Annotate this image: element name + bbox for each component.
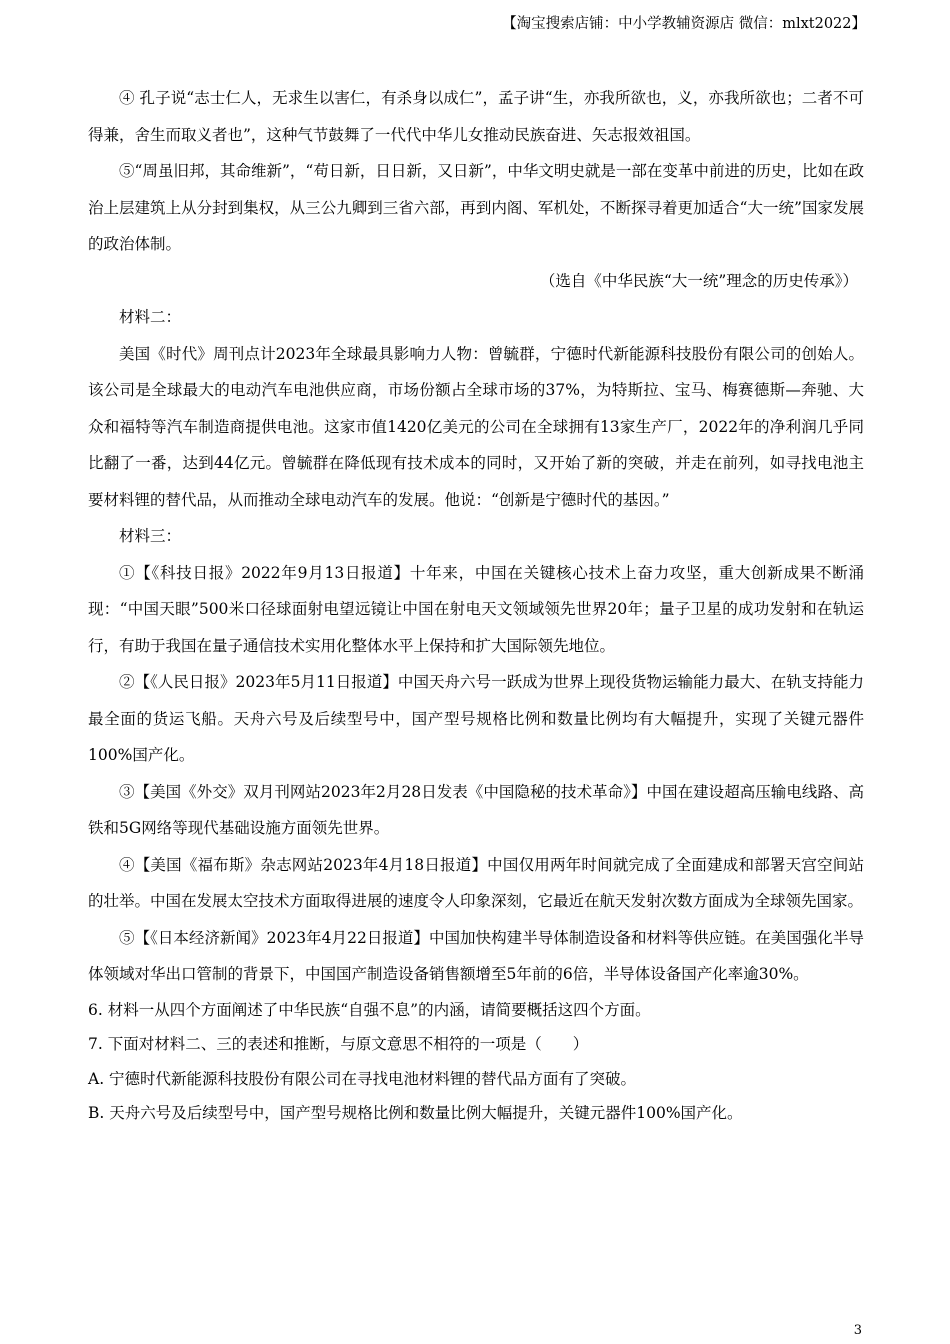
material2-label: 材料二： <box>119 308 182 326</box>
material1-source: （选自《中华民族“大一统”理念的历史传承》） <box>539 271 858 290</box>
material3-label: 材料三： <box>119 527 182 545</box>
material3-item: ②【《人民日报》2023年5月11日报道】中国天舟六号一跃成为世界上现役货物运输能力最大、在轨支持能力最全面的货运飞船。天舟六号及后续型号中，国产型号规格比例和数量比例均有大幅提升，实现了关键元器件100%国产化。 <box>88 673 864 764</box>
material1-paragraph-4: ④ 孔子说“志士仁人，无求生以害仁，有杀身以成仁”，孟子讲“生，亦我所欲也，义，亦我所欲也；二者不可得兼，舍生而取义者也”，这种气节鼓舞了一代代中华儿女推动民族奋进、矢志报效祖国。 <box>88 89 864 144</box>
question-7: 7. 下面对材料二、三的表述和推断，与原文意思不相符的一项是（ ） <box>88 1035 589 1053</box>
material1-paragraph-5: ⑤“周虽旧邦，其命维新”，“苟日新，日日新，又日新”，中华文明史就是一部在变革中前进的历史，比如在政治上层建筑上从分封到集权，从三公九卿到三省六部，再到内阁、军机处，不断探寻着更加适合“大一统”国家发展的政治体制。 <box>88 162 864 253</box>
question-6: 6. 材料一从四个方面阐述了中华民族“自强不息”的内涵，请简要概括这四个方面。 <box>88 1000 651 1019</box>
material3-item: ③【美国《外交》双月刊网站2023年2月28日发表《中国隐秘的技术革命》】中国在建设超高压输电线路、高铁和5G网络等现代基础设施方面领先世界。 <box>88 782 864 837</box>
material3-item: ④【美国《福布斯》杂志网站2023年4月18日报道】中国仅用两年时间就完成了全面建成和部署天宫空间站的壮举。中国在发展太空技术方面取得进展的速度令人印象深刻，它最近在航天发射次数方面成为全球领先国家。 <box>88 855 864 910</box>
material3-item: ①【《科技日报》2022年9月13日报道】十年来，中国在关键核心技术上奋力攻坚，重大创新成果不断涌现：“中国天眼”500米口径球面射电望远镜让中国在射电天文领域领先世界20年；量子卫星的成功发射和在轨运行，有助于我国在量子通信技术实用化整体水平上保持和扩大国际领先地位。 <box>88 563 864 655</box>
page-header: 【淘宝搜索店铺：中小学教辅资源店 微信：mlxt2022】 <box>502 16 866 32</box>
material3-item: ⑤【《日本经济新闻》2023年4月22日报道】中国加快构建半导体制造设备和材料等供应链。在美国强化半导体领域对华出口管制的背景下，中国国产制造设备销售额增至5年前的6倍，半导体设备国产化率逾30%。 <box>88 928 864 983</box>
material2-text: 美国《时代》周刊点计2023年全球最具影响力人物：曾毓群，宁德时代新能源科技股份有限公司的创始人。该公司是全球最大的电动汽车电池供应商，市场份额占全球市场的37%，为特斯拉、宝马、梅赛德斯—奔驰、大众和福特等汽车制造商提供电池。这家市值1420亿美元的公司在全球拥有13家生产厂，2022年的净利润几乎同比翻了一番，达到44亿元。曾毓群在降低现有技术成本的同时，又开始了新的突破，并走在前列，如寻找电池主要材料锂的替代品，从而推动全球电动汽车的发展。他说：“创新是宁德时代的基因。” <box>88 344 864 509</box>
option-b: B. 天舟六号及后续型号中，国产型号规格比例和数量比例大幅提升，关键元器件100%国产化。 <box>88 1104 743 1122</box>
option-a: A. 宁德时代新能源科技股份有限公司在寻找电池材料锂的替代品方面有了突破。 <box>88 1069 637 1088</box>
document-body <box>88 80 864 1131</box>
page-number: 3 <box>853 1323 862 1338</box>
